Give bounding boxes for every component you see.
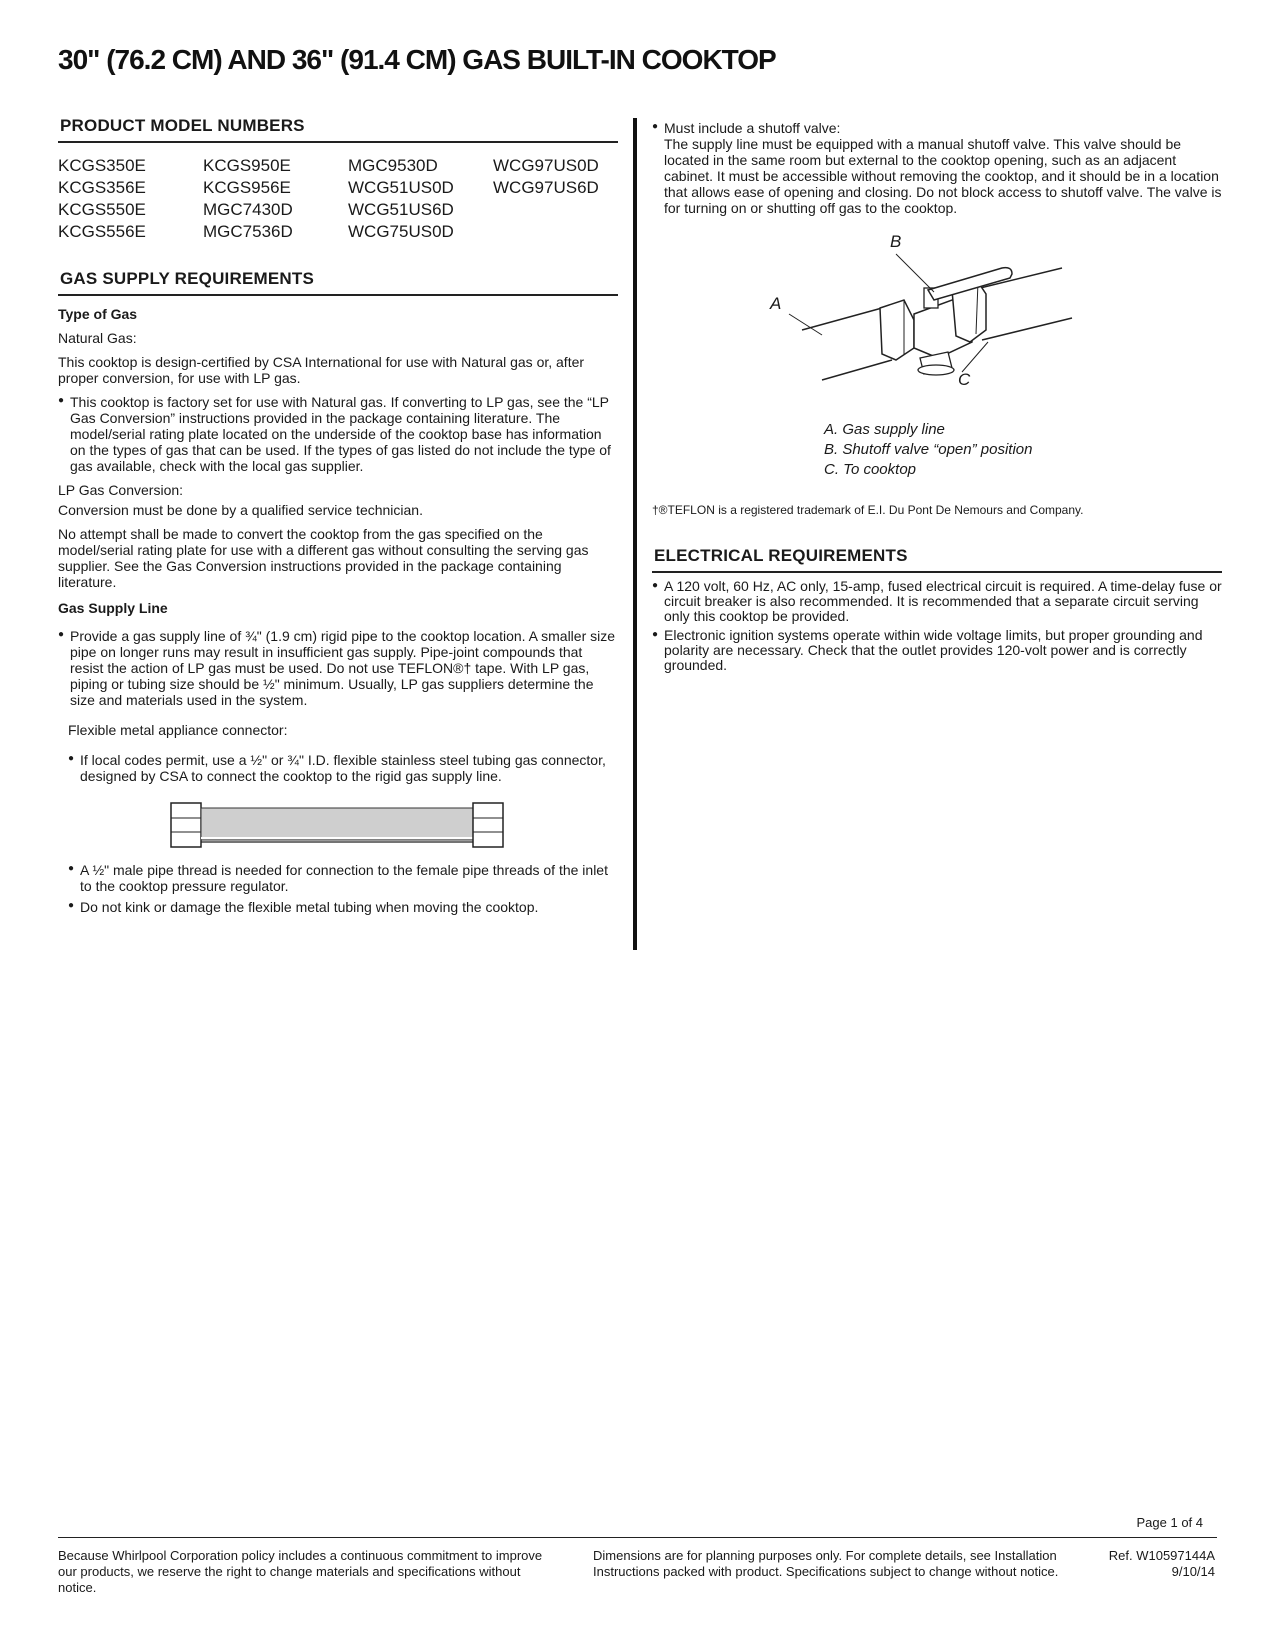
flex-connector-bullet: ● If local codes permit, use a ½" or ¾" I.D. flexible stainless steel tubing gas connector, designed by CSA to connect the cooktop to the rigid gas supply line. — [68, 752, 618, 784]
page-number: Page 1 of 4 — [1136, 1515, 1203, 1530]
lp-conversion-text: Conversion must be done by a qualified service technician. — [58, 502, 423, 518]
revision-date: 9/10/14 — [1171, 1564, 1215, 1579]
callout-b: B — [890, 232, 902, 251]
model-number: KCGS350E — [58, 156, 146, 175]
legend-item: B. Shutoff valve “open” position — [824, 441, 1033, 458]
model-number: KCGS550E — [58, 200, 146, 219]
page-title: 30" (76.2 CM) AND 36" (91.4 CM) GAS BUILT-IN COOKTOP — [58, 44, 776, 75]
natural-gas-label: Natural Gas: — [58, 330, 137, 346]
natural-gas-text: This cooktop is design-certified by CSA International for use with Natural gas or, after proper conversion, for use with LP gas. — [58, 354, 585, 386]
model-number: WCG51US0D — [348, 178, 454, 197]
footer-rule — [58, 1537, 1217, 1538]
no-kink-bullet: ● Do not kink or damage the flexible metal tubing when moving the cooktop. — [68, 899, 618, 915]
right-column — [652, 112, 1222, 673]
teflon-footnote: †®TEFLON is a registered trademark of E.I. Du Pont De Nemours and Company. — [652, 503, 1084, 517]
model-column — [203, 155, 348, 243]
callout-c: C — [958, 370, 971, 389]
model-number: WCG97US0D — [493, 156, 599, 175]
model-number: WCG97US6D — [493, 178, 599, 197]
gas-supply-heading: GAS SUPPLY REQUIREMENTS — [58, 265, 618, 296]
model-numbers-table — [58, 155, 618, 243]
gas-supply-line-subheading: Gas Supply Line — [58, 600, 168, 616]
shutoff-valve-bullet — [652, 120, 1222, 216]
pipe-thread-bullet: ● A ½" male pipe thread is needed for connection to the female pipe threads of the inlet to the cooktop pressure regulator. — [68, 862, 618, 894]
shutoff-valve-text: The supply line must be equipped with a manual shutoff valve. This valve should be located in the same room but external to the cooktop opening, such as an adjacent cabinet. It must be accessible without removing the cooktop, and it should be in a location that allows ease of opening and closing. Do not block access to shutoff valve. The valve is for turning on or shutting off gas to the cooktop. — [664, 136, 1222, 216]
model-number: MGC7536D — [203, 222, 293, 241]
supply-line-bullet: ● Provide a gas supply line of ¾" (1.9 cm) rigid pipe to the cooktop location. A smaller size pipe on longer runs may result in insufficient gas supply. Pipe-joint compounds that resist the action of LP gas must be used. Do not use TEFLON®† tape. With LP gas, piping or tubing size should be ½" minimum. Usually, LP gas suppliers determine the size and materials used in the system. — [58, 628, 618, 708]
model-number: WCG51US6D — [348, 200, 454, 219]
legend-item: A. Gas supply line — [824, 421, 945, 438]
model-number: WCG75US0D — [348, 222, 454, 241]
flex-connector-label: Flexible metal appliance connector: — [68, 722, 288, 738]
model-number: MGC7430D — [203, 200, 293, 219]
electrical-bullet: ● Electronic ignition systems operate within wide voltage limits, but proper grounding and polarity are necessary. Check that the outlet provides 120-volt power and is correctly grounded. — [652, 628, 1222, 673]
model-number: KCGS356E — [58, 178, 146, 197]
model-column — [493, 155, 618, 243]
footer-policy: Because Whirlpool Corporation policy includes a continuous commitment to improve our products, we reserve the right to change materials and specifications without notice. — [58, 1548, 543, 1595]
callout-a: A — [770, 294, 782, 313]
footer-reference — [1109, 1548, 1215, 1580]
shutoff-valve-illustration — [652, 230, 1222, 420]
illustration-legend — [824, 420, 1222, 480]
electrical-heading: ELECTRICAL REQUIREMENTS — [652, 542, 1222, 573]
model-column — [348, 155, 493, 243]
type-of-gas-subheading: Type of Gas — [58, 306, 138, 322]
model-number: KCGS950E — [203, 156, 291, 175]
flexible-connector-illustration — [170, 802, 504, 848]
model-number: KCGS556E — [58, 222, 146, 241]
factory-set-bullet: ● This cooktop is factory set for use with Natural gas. If converting to LP gas, see the “LP Gas Conversion” instructions provided in the package containing literature. The model/serial rating plate located on the underside of the cooktop base has information on the types of gas that can be used. If the types of gas listed do not include the type of gas available, check with the local gas supplier. — [58, 394, 618, 474]
footer-dimensions: Dimensions are for planning purposes only. For complete details, see Installation Instructions packed with product. Specifications subject to change without notice. — [593, 1548, 1059, 1579]
model-numbers-heading: PRODUCT MODEL NUMBERS — [58, 112, 618, 143]
column-divider — [633, 118, 637, 950]
left-column — [58, 112, 618, 915]
model-column — [58, 155, 203, 243]
model-number: MGC9530D — [348, 156, 438, 175]
legend-item: C. To cooktop — [824, 461, 916, 478]
no-attempt-text: No attempt shall be made to convert the cooktop from the gas specified on the model/serial rating plate for use with a different gas without consulting the serving gas supplier. See the Gas Conversion instructions provided in the package containing literature. — [58, 526, 589, 590]
electrical-bullet: ● A 120 volt, 60 Hz, AC only, 15-amp, fused electrical circuit is required. A time-delay fuse or circuit breaker is also recommended. It is recommended that a separate circuit serving only this cooktop be provided. — [652, 579, 1222, 624]
model-number: KCGS956E — [203, 178, 291, 197]
lp-conversion-label: LP Gas Conversion: — [58, 482, 184, 498]
shutoff-valve-title: ● Must include a shutoff valve: — [664, 120, 841, 136]
reference-number: Ref. W10597144A — [1108, 1548, 1215, 1563]
